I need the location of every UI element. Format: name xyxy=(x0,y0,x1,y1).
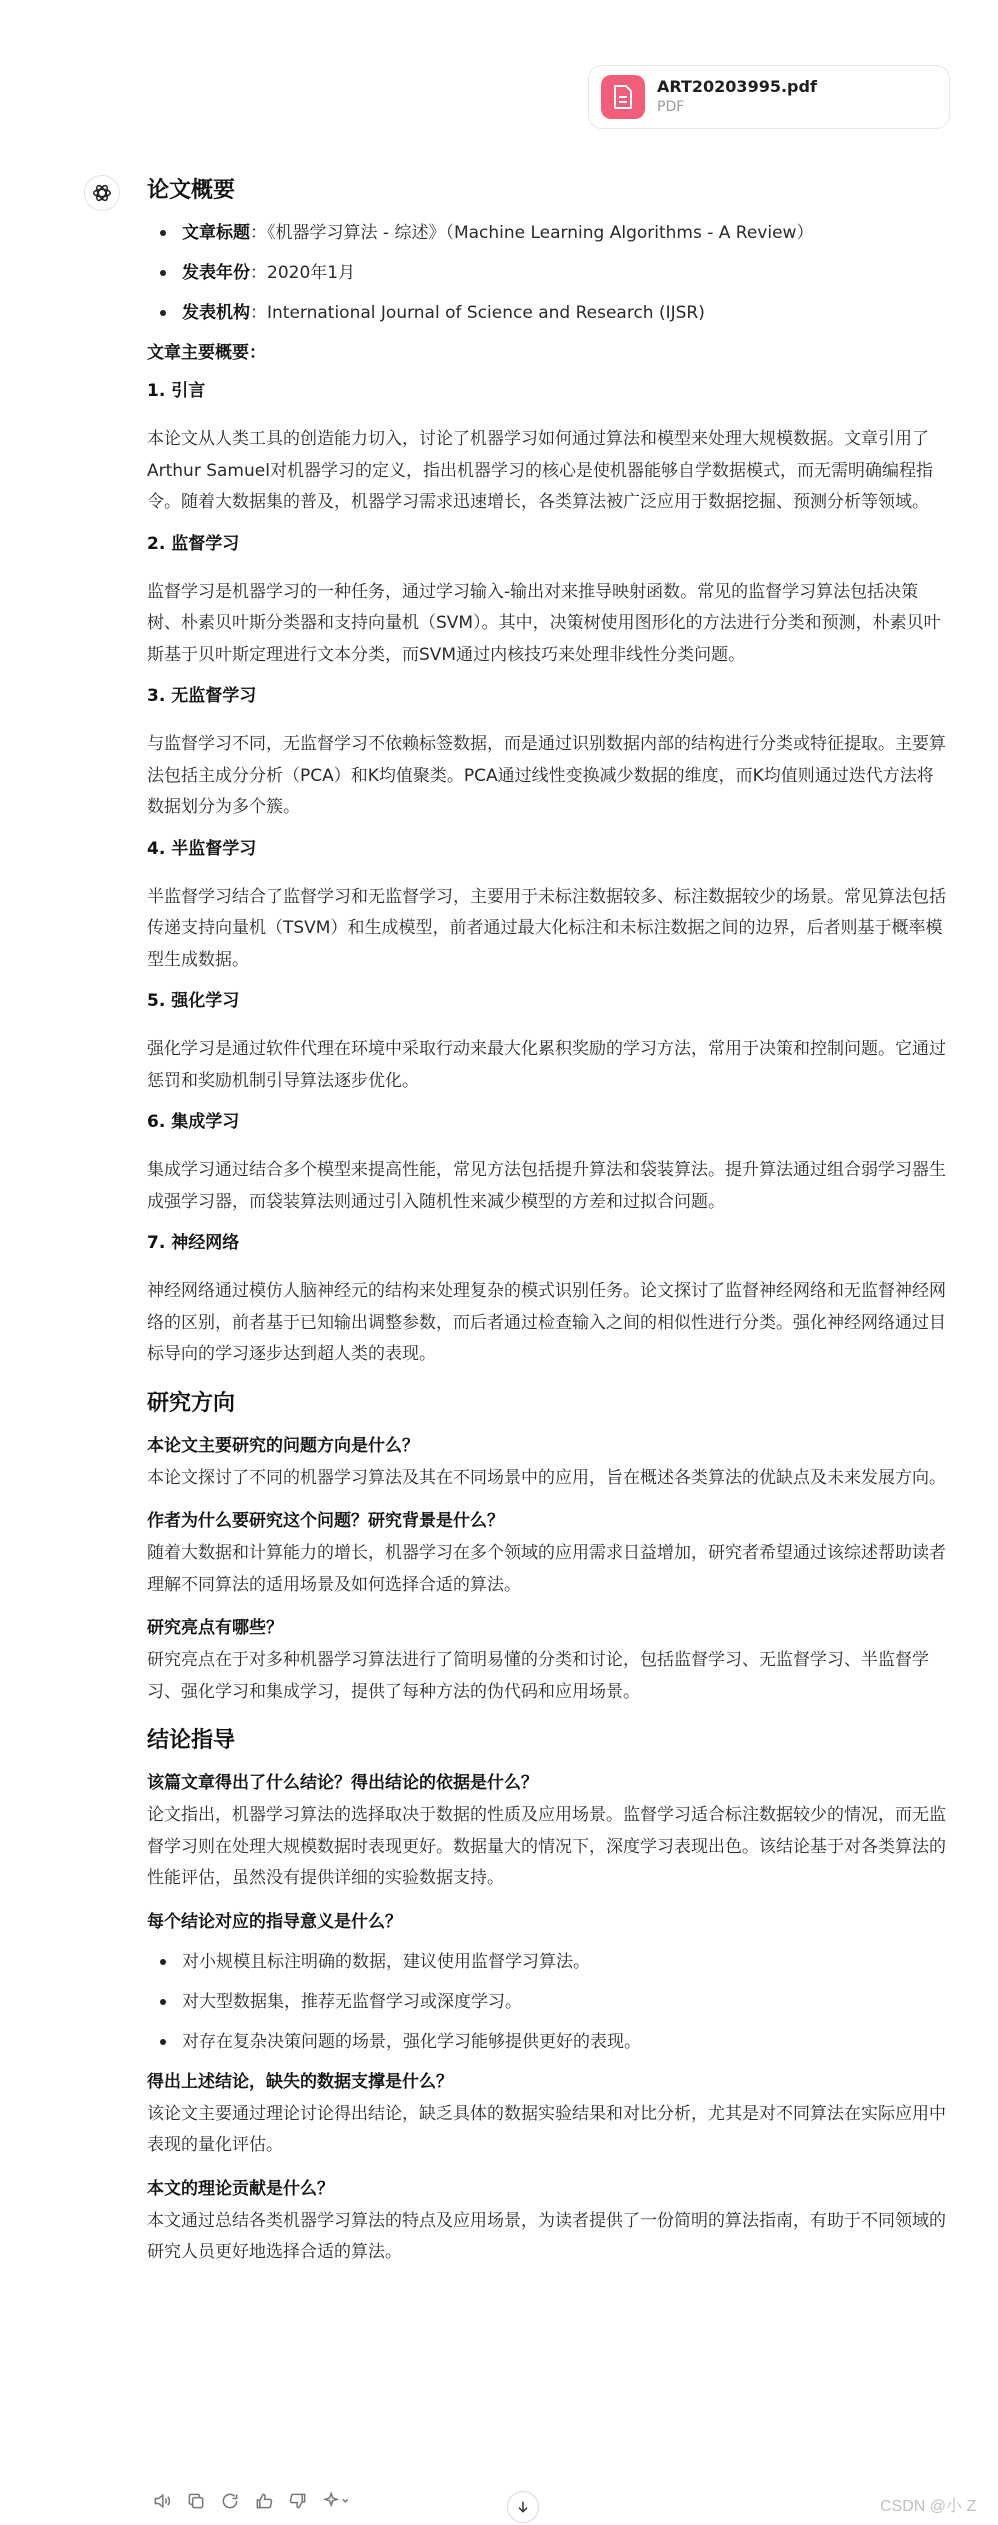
paper-meta-list xyxy=(147,220,947,326)
message-actions xyxy=(147,2486,357,2516)
copy-icon[interactable] xyxy=(181,2486,211,2516)
list-item xyxy=(147,220,947,246)
section-text: 集成学习通过结合多个模型来提高性能，常见方法包括提升算法和袋装算法。提升算法通过组合弱学习器生成强学习器，而袋装算法则通过引入随机性来减少模型的方差和过拟合问题。 xyxy=(147,1160,946,1212)
section-text: 与监督学习不同，无监督学习不依赖标签数据，而是通过识别数据内部的结构进行分类或特征提取。主要算法包括主成分分析（PCA）和K均值聚类。PCA通过线性变换减少数据的维度，而K均值则通过迭代方法将数据划分为多个簇。 xyxy=(147,734,946,817)
section-text: 监督学习是机器学习的一种任务，通过学习输入-输出对来推导映射函数。常见的监督学习算法包括决策树、朴素贝叶斯分类器和支持向量机（SVM）。其中，决策树使用图形化的方法进行分类和预测，朴素贝叶斯基于贝叶斯定理进行文本分类，而SVM通过内核技巧来处理非线性分类问题。 xyxy=(147,581,941,665)
arrow-down-icon xyxy=(515,2499,531,2515)
assistant-avatar xyxy=(84,175,120,211)
section-reinforcement xyxy=(147,988,947,1097)
document-icon xyxy=(601,75,645,119)
watermark: CSDN @小 Z xyxy=(880,2498,977,2515)
speaker-icon[interactable] xyxy=(147,2486,177,2516)
guidance-list xyxy=(147,1949,947,2055)
section-title: 4. 半监督学习 xyxy=(147,838,257,859)
attachment-card[interactable] xyxy=(588,65,950,129)
sparkle-menu-icon[interactable] xyxy=(317,2486,357,2516)
meta-value: 2020年1月 xyxy=(267,263,356,283)
conclusion-question: 该篇文章得出了什么结论？得出结论的依据是什么？ xyxy=(147,1773,538,1793)
list-item xyxy=(147,300,947,326)
assistant-message xyxy=(147,176,947,2269)
attachment-file-type: PDF xyxy=(657,99,685,115)
section-text: 神经网络通过模仿人脑神经元的结构来处理复杂的模式识别任务。论文探讨了监督神经网络和无监督神经网络的区别，前者基于已知输出调整参数，而后者通过检查输入之间的相似性进行分类。强化神经网络通过目标导向的学习逐步达到超人类的表现。 xyxy=(147,1281,946,1364)
list-item: 对小规模且标注明确的数据，建议使用监督学习算法。 xyxy=(147,1949,947,1975)
research-heading: 研究方向 xyxy=(147,1390,236,1416)
list-item: 对大型数据集，推荐无监督学习或深度学习。 xyxy=(147,1989,947,2015)
research-question: 本论文主要研究的问题方向是什么？ xyxy=(147,1435,419,1456)
research-answer: 随着大数据和计算能力的增长，机器学习在多个领域的应用需求日益增加，研究者希望通过该综述帮助读者理解不同算法的适用场景及如何选择合适的算法。 xyxy=(147,1543,946,1595)
meta-value: International Journal of Science and Research (IJSR) xyxy=(267,303,705,323)
summary-heading: 论文概要 xyxy=(147,178,236,203)
overview-label: 文章主要概要： xyxy=(147,343,266,363)
thumbs-up-icon[interactable] xyxy=(249,2486,279,2516)
section-title: 2. 监督学习 xyxy=(147,533,240,554)
section-text: 半监督学习结合了监督学习和无监督学习，主要用于未标注数据较多、标注数据较少的场景。常见算法包括传递支持向量机（TSVM）和生成模型，前者通过最大化标注和未标注数据之间的边界，后者则基于概率模型生成数据。 xyxy=(147,886,946,970)
research-answer: 本论文探讨了不同的机器学习算法及其在不同场景中的应用，旨在概述各类算法的优缺点及未来发展方向。 xyxy=(147,1467,946,1488)
section-title: 1. 引言 xyxy=(147,381,206,401)
regenerate-icon[interactable] xyxy=(215,2486,245,2516)
section-title: 6. 集成学习 xyxy=(147,1112,240,1132)
section-title: 3. 无监督学习 xyxy=(147,686,257,706)
conclusion-heading: 结论指导 xyxy=(147,1728,236,1753)
meta-label: 发表年份 xyxy=(182,263,250,283)
section-text: 本论文从人类工具的创造能力切入，讨论了机器学习如何通过算法和模型来处理大规模数据。文章引用了Arthur Samuel对机器学习的定义，指出机器学习的核心是使机器能够自学数据模式，而无需明确编程指令。随着大数据集的普及，机器学习需求迅速增长，各类算法被广泛应用于数据挖掘、预测分析等领域。 xyxy=(147,429,933,512)
meta-sep: ： xyxy=(250,223,267,243)
meta-label: 文章标题 xyxy=(182,223,250,243)
section-title: 5. 强化学习 xyxy=(147,991,240,1011)
assistant-logo-icon xyxy=(91,182,113,204)
section-unsupervised xyxy=(147,683,947,824)
meta-sep: ： xyxy=(250,303,267,323)
research-question: 研究亮点有哪些？ xyxy=(147,1618,283,1638)
section-intro xyxy=(147,378,947,519)
attachment-file-name: ART20203995.pdf xyxy=(657,77,817,96)
list-item: 对存在复杂决策问题的场景，强化学习能够提供更好的表现。 xyxy=(147,2029,947,2055)
conclusion-question: 本文的理论贡献是什么？ xyxy=(147,2178,334,2199)
research-question: 作者为什么要研究这个问题？研究背景是什么？ xyxy=(147,1511,504,1531)
section-ensemble xyxy=(147,1109,947,1218)
conclusion-question: 每个结论对应的指导意义是什么？ xyxy=(147,1911,402,1932)
conclusion-answer: 本文通过总结各类机器学习算法的特点及应用场景，为读者提供了一份简明的算法指南，有助于不同领域的研究人员更好地选择合适的算法。 xyxy=(147,2210,946,2262)
conclusion-answer: 该论文主要通过理论讨论得出结论，缺乏具体的数据实验结果和对比分析，尤其是对不同算法在实际应用中表现的量化评估。 xyxy=(147,2103,946,2155)
thumbs-down-icon[interactable] xyxy=(283,2486,313,2516)
research-answer: 研究亮点在于对多种机器学习算法进行了简明易懂的分类和讨论，包括监督学习、无监督学习、半监督学习、强化学习和集成学习，提供了每种方法的伪代码和应用场景。 xyxy=(147,1650,929,1702)
scroll-down-button[interactable] xyxy=(507,2491,539,2523)
meta-sep: ： xyxy=(250,263,267,283)
conclusion-answer: 论文指出，机器学习算法的选择取决于数据的性质及应用场景。监督学习适合标注数据较少的情况，而无监督学习则在处理大规模数据时表现更好。数据量大的情况下，深度学习表现出色。该结论基于对各类算法的性能评估，虽然没有提供详细的实验数据支持。 xyxy=(147,1805,946,1888)
section-title: 7. 神经网络 xyxy=(147,1233,240,1253)
meta-label: 发表机构 xyxy=(182,303,250,323)
list-item xyxy=(147,260,947,286)
section-supervised xyxy=(147,531,947,672)
meta-value: 《机器学习算法 - 综述》（Machine Learning Algorithms - A Review） xyxy=(267,223,814,243)
conclusion-question: 得出上述结论，缺失的数据支撑是什么？ xyxy=(147,2071,453,2092)
section-text: 强化学习是通过软件代理在环境中采取行动来最大化累积奖励的学习方法，常用于决策和控制问题。它通过惩罚和奖励机制引导算法逐步优化。 xyxy=(147,1039,946,1091)
section-semi-supervised xyxy=(147,836,947,977)
section-neural-networks xyxy=(147,1230,947,1371)
